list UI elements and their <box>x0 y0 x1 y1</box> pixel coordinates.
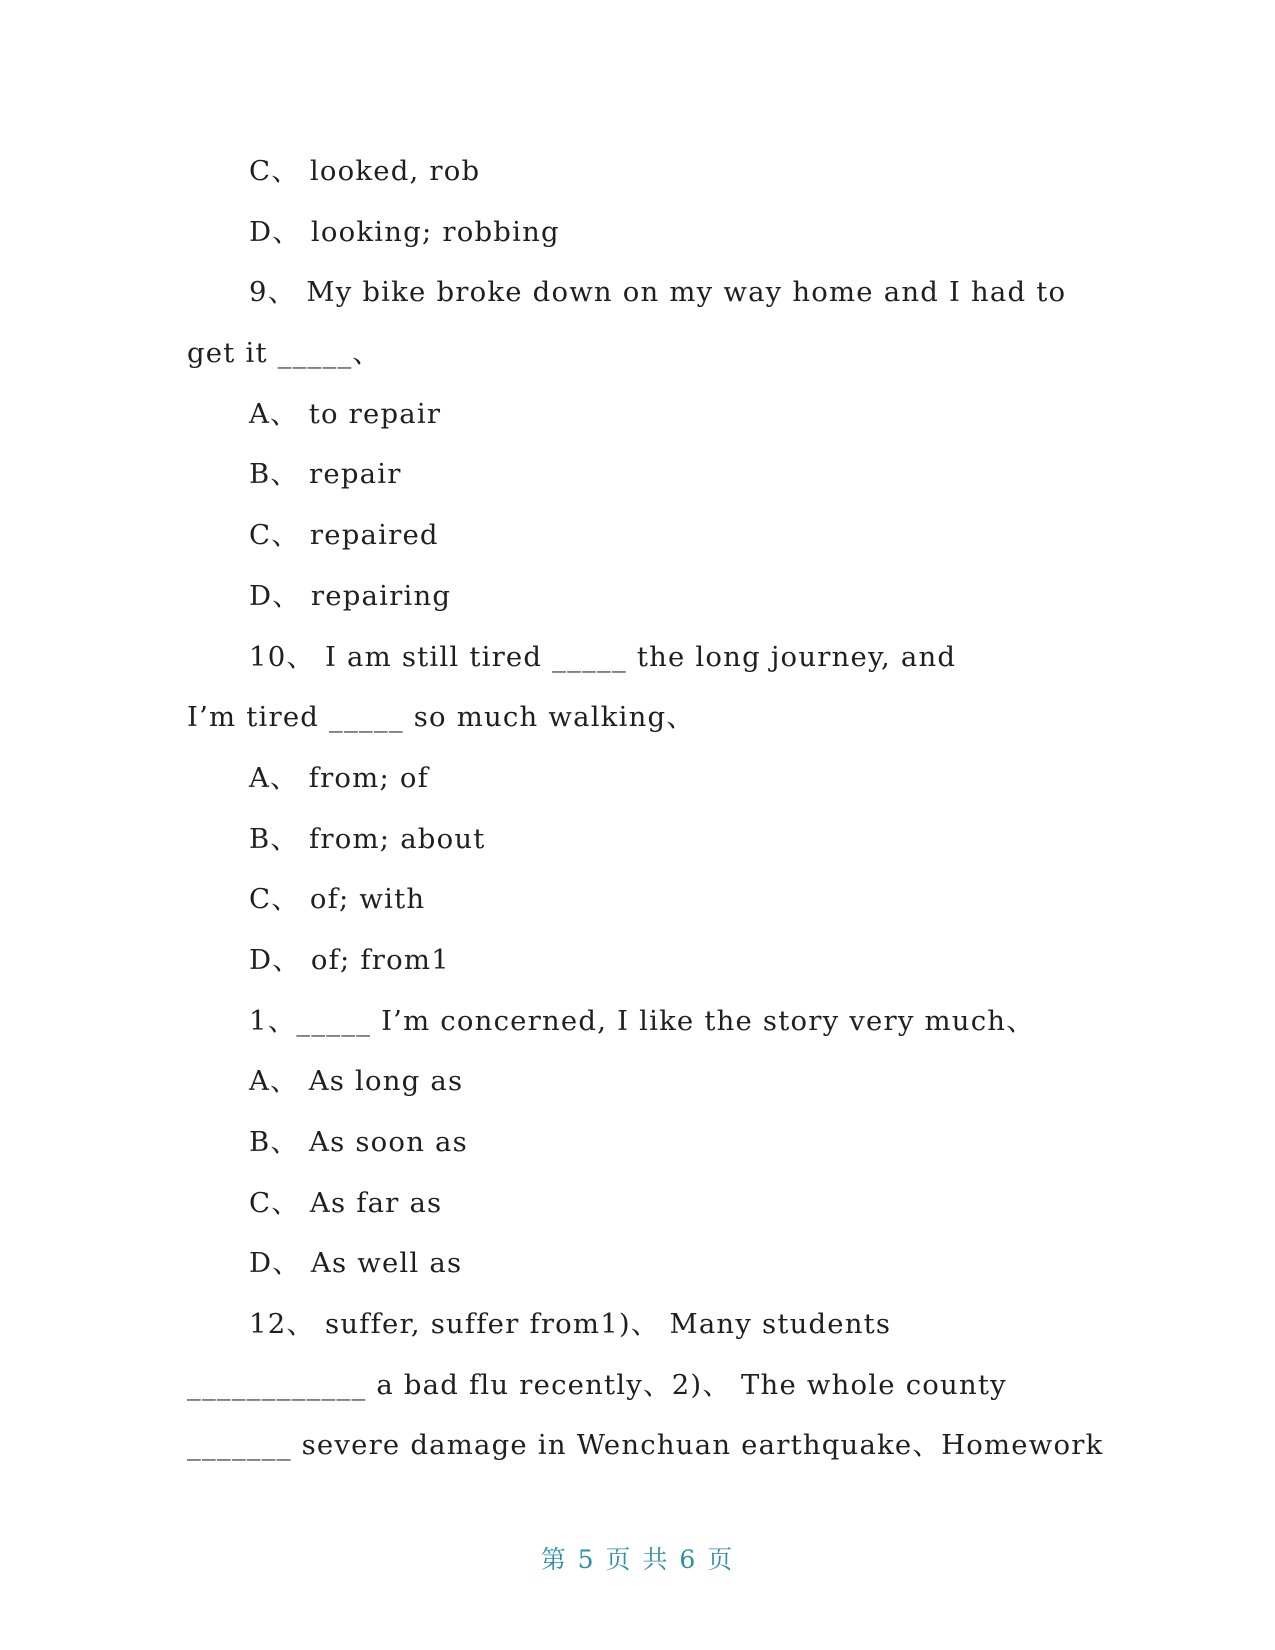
option-b-q10: B、 from; about <box>249 822 486 855</box>
option-b-q11: B、 As soon as <box>249 1126 468 1158</box>
option-c-q11: C、 As far as <box>249 1186 443 1219</box>
option-c-q8: C、 looked, rob <box>249 155 481 187</box>
option-b-q9: B、 repair <box>249 458 402 491</box>
option-d-q10: D、 of; from1 <box>249 943 450 976</box>
question-9-continuation: get it _____、 <box>187 337 382 370</box>
document-body <box>187 146 1104 1481</box>
question-9-text: 9、 My bike broke down on my way home and I had to <box>249 276 1067 309</box>
question-12-text: 12、 suffer, suffer from1)、 Many students <box>249 1308 892 1341</box>
question-11-text: 1、_____ I’m concerned, I like the story very much、 <box>249 1004 1035 1037</box>
question-10-text: 10、 I am still tired _____ the long journey, and <box>249 640 957 673</box>
question-10-continuation: I’m tired _____ so much walking、 <box>187 701 695 734</box>
option-d-q8: D、 looking; robbing <box>249 215 560 248</box>
option-a-q10: A、 from; of <box>249 761 429 794</box>
page-number-footer: 第 5 页 共 6 页 <box>540 1545 735 1574</box>
option-d-q11: D、 As well as <box>249 1247 463 1280</box>
question-12-continuation-1: ____________ a bad flu recently、2)、 The whole county <box>187 1368 1007 1401</box>
question-12-continuation-2: _______ severe damage in Wenchuan earthquake、Homework <box>187 1429 1104 1462</box>
option-c-q10: C、 of; with <box>249 883 426 916</box>
option-a-q9: A、 to repair <box>249 397 442 430</box>
option-d-q9: D、 repairing <box>249 579 452 612</box>
option-a-q11: A、 As long as <box>249 1065 464 1098</box>
option-c-q9: C、 repaired <box>249 519 439 552</box>
